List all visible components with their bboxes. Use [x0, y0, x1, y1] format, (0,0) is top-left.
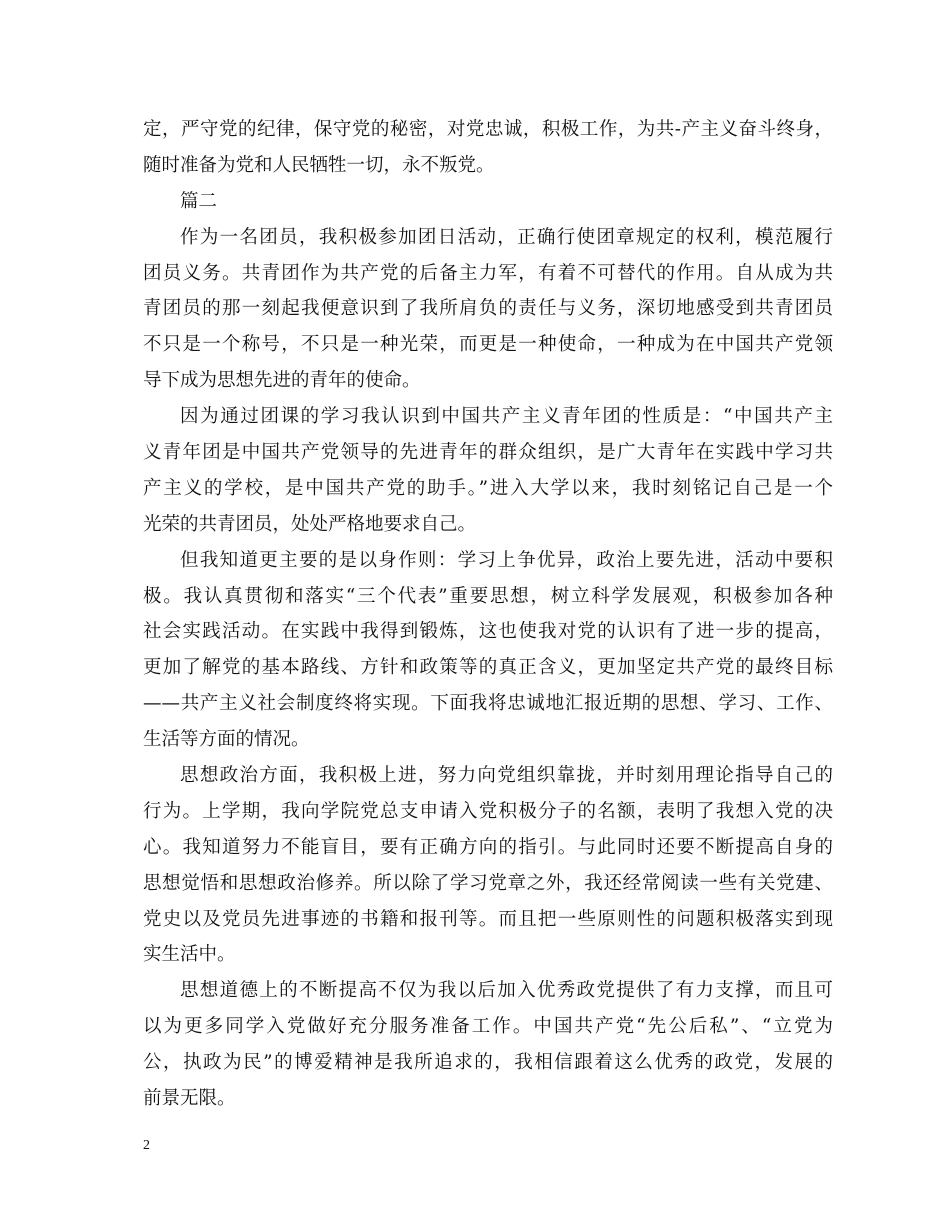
text-line: 极。我认真贯彻和落实“三个代表”重要思想，树立科学发展观，积极参加各种	[143, 585, 833, 607]
text-line: 光荣的共青团员，处处严格地要求自己。	[143, 513, 477, 535]
text-line: 实生活中。	[143, 944, 236, 966]
text-line: 产主义的学校，是中国共产党的助手。”进入大学以来，我时刻铭记自己是一个	[143, 477, 833, 499]
text-line: 思想政治方面，我积极上进，努力向党组织靠拢，并时刻用理论指导自己的	[180, 765, 833, 787]
body-text	[143, 112, 833, 1117]
text-line: 导下成为思想先进的青年的使命。	[143, 370, 421, 392]
text-line: 随时准备为党和人民牺牲一切，永不叛党。	[143, 154, 495, 176]
text-line: ——共产主义社会制度终将实现。下面我将忠诚地汇报近期的思想、学习、工作、	[143, 693, 833, 715]
section-heading: 篇二	[180, 190, 218, 212]
text-line: 行为。上学期，我向学院党总支申请入党积极分子的名额，表明了我想入党的决	[143, 800, 833, 822]
text-line: 前景无限。	[143, 1088, 236, 1110]
text-line: 更加了解党的基本路线、方针和政策等的真正含义，更加坚定共产党的最终目标	[143, 657, 833, 679]
text-line: 义青年团是中国共产党领导的先进青年的群众组织，是广大青年在实践中学习共	[143, 442, 833, 464]
text-line: 党史以及党员先进事迹的书籍和报刊等。而且把一些原则性的问题积极落实到现	[143, 908, 833, 930]
text-line: 青团员的那一刻起我便意识到了我所肩负的责任与义务，深切地感受到共青团员	[143, 298, 833, 320]
text-line: 公，执政为民”的博爱精神是我所追求的，我相信跟着这么优秀的政党，发展的	[143, 1052, 833, 1074]
text-line: 社会实践活动。在实践中我得到锻炼，这也使我对党的认识有了进一步的提高，	[143, 621, 833, 643]
text-line: 但我知道更主要的是以身作则：学习上争优异，政治上要先进，活动中要积	[180, 549, 833, 571]
text-line: 思想觉悟和思想政治修养。所以除了学习党章之外，我还经常阅读一些有关党建、	[143, 872, 833, 894]
text-line: 因为通过团课的学习我认识到中国共产主义青年团的性质是：“中国共产主	[180, 406, 833, 428]
text-line: 心。我知道努力不能盲目，要有正确方向的指引。与此同时还要不断提高自身的	[143, 836, 833, 858]
text-line: 团员义务。共青团作为共产党的后备主力军，有着不可替代的作用。自从成为共	[143, 262, 833, 284]
text-line: 定，严守党的纪律，保守党的秘密，对党忠诚，积极工作，为共-产主义奋斗终身，	[143, 119, 833, 140]
text-line: 作为一名团员，我积极参加团日活动，正确行使团章规定的权利，模范履行	[180, 226, 833, 248]
text-line: 生活等方面的情况。	[143, 729, 310, 751]
text-line: 以为更多同学入党做好充分服务准备工作。中国共产党“先公后私”、“立党为	[143, 1016, 833, 1038]
text-line: 不只是一个称号，不只是一种光荣，而更是一种使命，一种成为在中国共产党领	[143, 334, 833, 356]
page-number: 2	[143, 1138, 150, 1153]
text-line: 思想道德上的不断提高不仅为我以后加入优秀政党提供了有力支撑，而且可	[180, 980, 833, 1002]
